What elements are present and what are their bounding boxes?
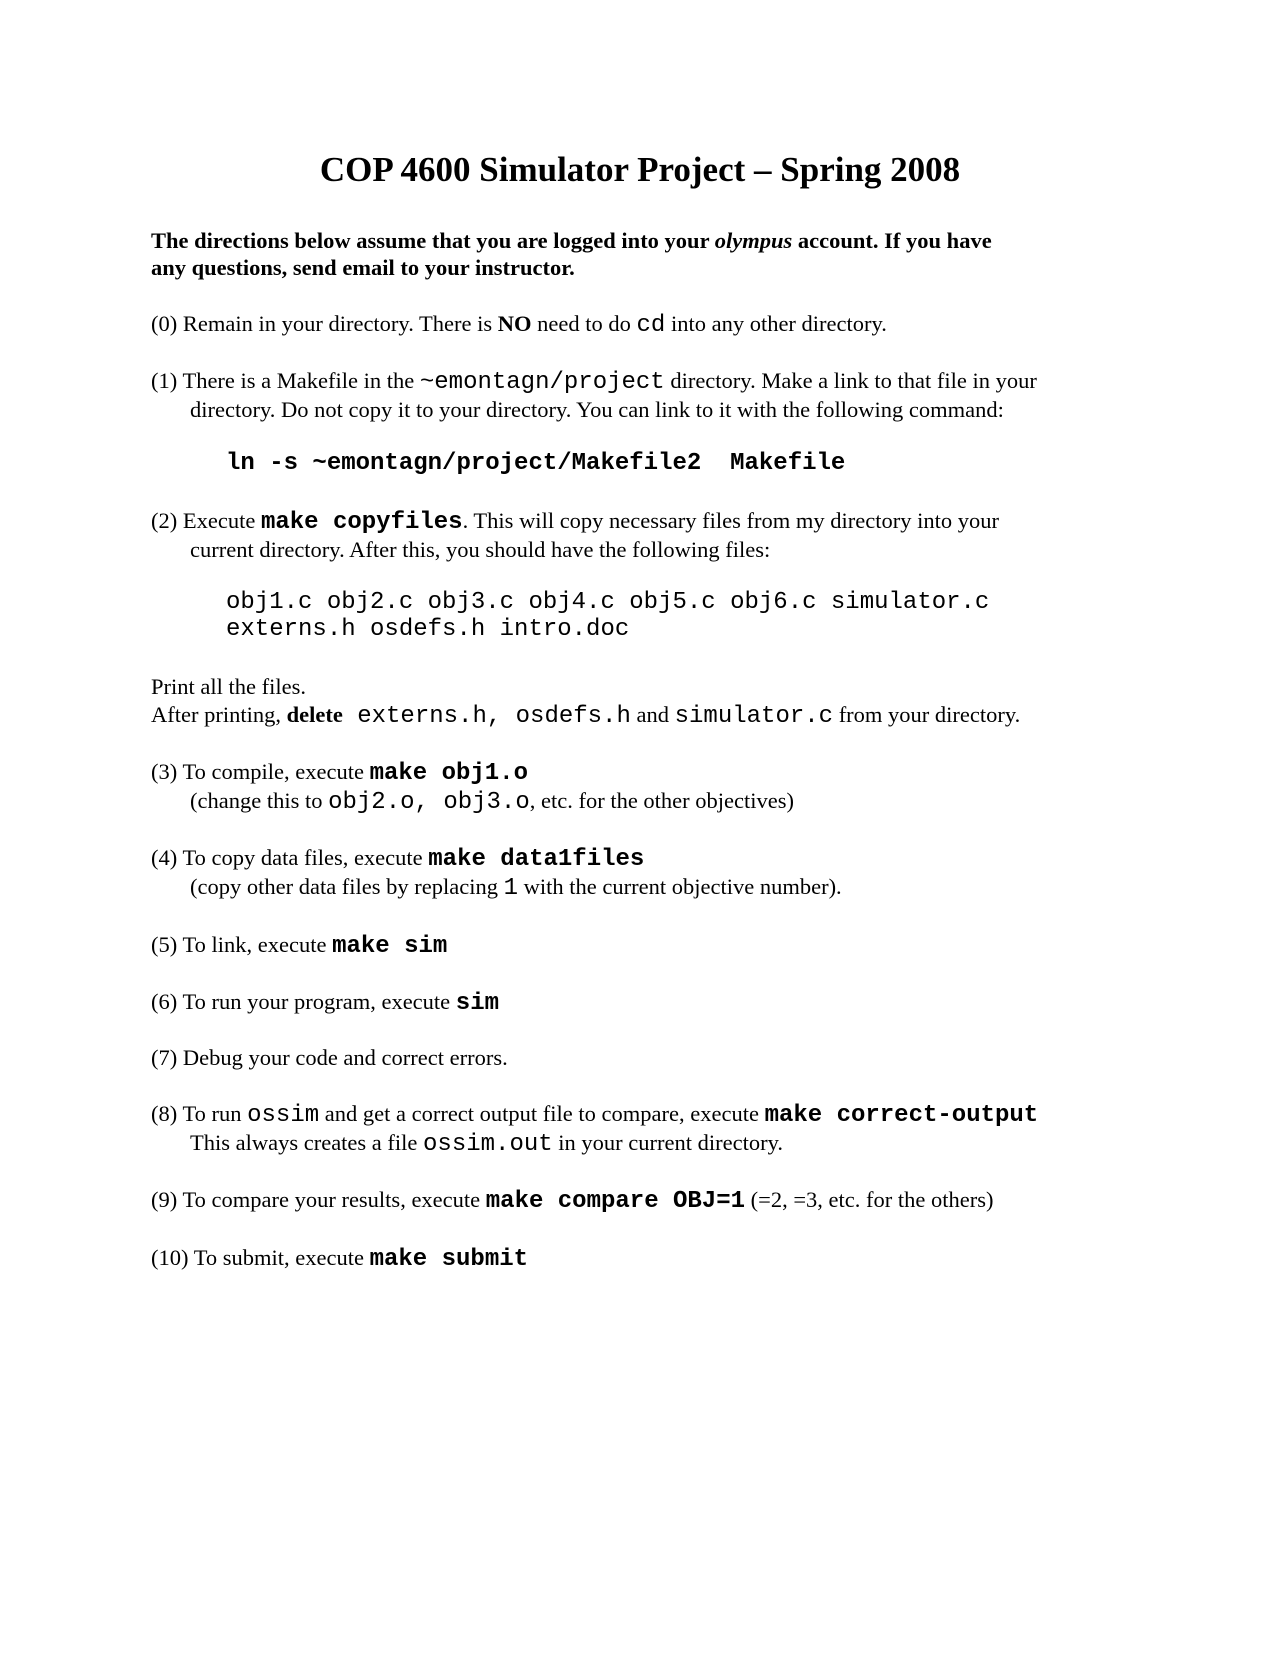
print-and: and <box>630 702 675 727</box>
step-0-no: NO <box>497 311 532 336</box>
step-3-note-end: , etc. for the other objectives) <box>529 788 794 813</box>
step-8 <box>151 1099 1038 1131</box>
document-title: COP 4600 Simulator Project – Spring 2008 <box>319 150 961 189</box>
step-9-text: (9) To compare your results, execute <box>151 1187 486 1212</box>
step-6-text: (6) To run your program, execute <box>151 989 456 1014</box>
intro-line-2: any questions, send email to your instructor. <box>151 255 575 280</box>
step-3-note: (change this to <box>190 788 329 813</box>
step-7: (7) Debug your code and correct errors. <box>151 1045 508 1070</box>
print-text: After printing, <box>151 702 287 727</box>
step-8-note-end: in your current directory. <box>552 1130 783 1155</box>
print-line-1: Print all the files. <box>151 674 306 699</box>
step-8-text-2: and get a correct output file to compare, execute <box>319 1101 765 1126</box>
step-1 <box>151 366 1037 398</box>
intro-emphasis: olympus <box>714 228 793 253</box>
intro-text: The directions below assume that you are logged into your <box>151 228 715 253</box>
step-1-text: (1) There is a Makefile in the <box>151 368 420 393</box>
step-4-note-code: 1 <box>503 875 519 902</box>
step-0-text-3: into any other directory. <box>665 311 887 336</box>
step-8-note: This always creates a file <box>190 1130 424 1155</box>
step-4-note: (copy other data files by replacing <box>190 874 504 899</box>
step-3-text: (3) To compile, execute <box>151 759 370 784</box>
step-2-command: make copyfiles <box>260 509 463 536</box>
file-list-2: externs.h osdefs.h intro.doc <box>226 616 630 643</box>
step-3-note-code: obj2.o, obj3.o <box>328 789 530 816</box>
step-4 <box>151 843 644 875</box>
step-3-line-2 <box>190 786 794 818</box>
step-5 <box>151 930 447 962</box>
step-2-line-2: current directory. After this, you should have the following files: <box>190 537 771 562</box>
intro-text-end: account. If you have <box>792 228 992 253</box>
step-8-text: (8) To run <box>151 1101 248 1126</box>
step-9-command: make compare OBJ=1 <box>485 1188 746 1215</box>
step-0-text-2: need to do <box>531 311 637 336</box>
step-4-command: make data1files <box>428 846 645 873</box>
print-simulator-file: simulator.c <box>674 703 834 730</box>
step-5-command: make sim <box>332 933 448 960</box>
step-3 <box>151 757 528 789</box>
intro-line-1 <box>151 226 992 256</box>
step-9-text-2: (=2, =3, etc. for the others) <box>745 1187 994 1212</box>
step-4-text: (4) To copy data files, execute <box>151 845 429 870</box>
step-6 <box>151 987 499 1019</box>
step-8-note-code: ossim.out <box>423 1131 553 1158</box>
step-3-command: make obj1.o <box>369 760 528 787</box>
step-0-text: (0) Remain in your directory. There is <box>151 311 498 336</box>
step-2-text: (2) Execute <box>151 508 261 533</box>
print-text-end: from your directory. <box>833 702 1021 727</box>
step-1-command: ln -s ~emontagn/project/Makefile2 Makefile <box>226 450 846 477</box>
step-8-command: make correct-output <box>764 1102 1039 1129</box>
print-files: externs.h, osdefs.h <box>357 703 631 730</box>
step-1-text-2: directory. Make a link to that file in your <box>664 368 1037 393</box>
step-1-line-2: directory. Do not copy it to your directory. You can link to it with the following command: <box>190 397 1004 422</box>
step-10 <box>151 1243 528 1275</box>
step-1-path: ~emontagn/project <box>419 369 665 396</box>
print-line-2 <box>151 700 1020 732</box>
step-2-text-2: . This will copy necessary files from my directory into your <box>462 508 999 533</box>
step-8-code: ossim <box>247 1102 320 1129</box>
step-4-line-2 <box>190 872 842 904</box>
print-delete: delete <box>286 702 343 727</box>
step-9 <box>151 1185 993 1217</box>
step-4-note-end: with the current objective number). <box>518 874 842 899</box>
file-list-1: obj1.c obj2.c obj3.c obj4.c obj5.c obj6.c simulator.c <box>226 589 990 616</box>
step-8-line-2 <box>190 1128 783 1160</box>
step-2 <box>151 506 999 538</box>
step-10-command: make submit <box>369 1246 529 1273</box>
step-0-code: cd <box>636 312 666 339</box>
step-6-command: sim <box>455 990 500 1017</box>
step-10-text: (10) To submit, execute <box>151 1245 370 1270</box>
step-5-text: (5) To link, execute <box>151 932 333 957</box>
step-0 <box>151 309 887 341</box>
